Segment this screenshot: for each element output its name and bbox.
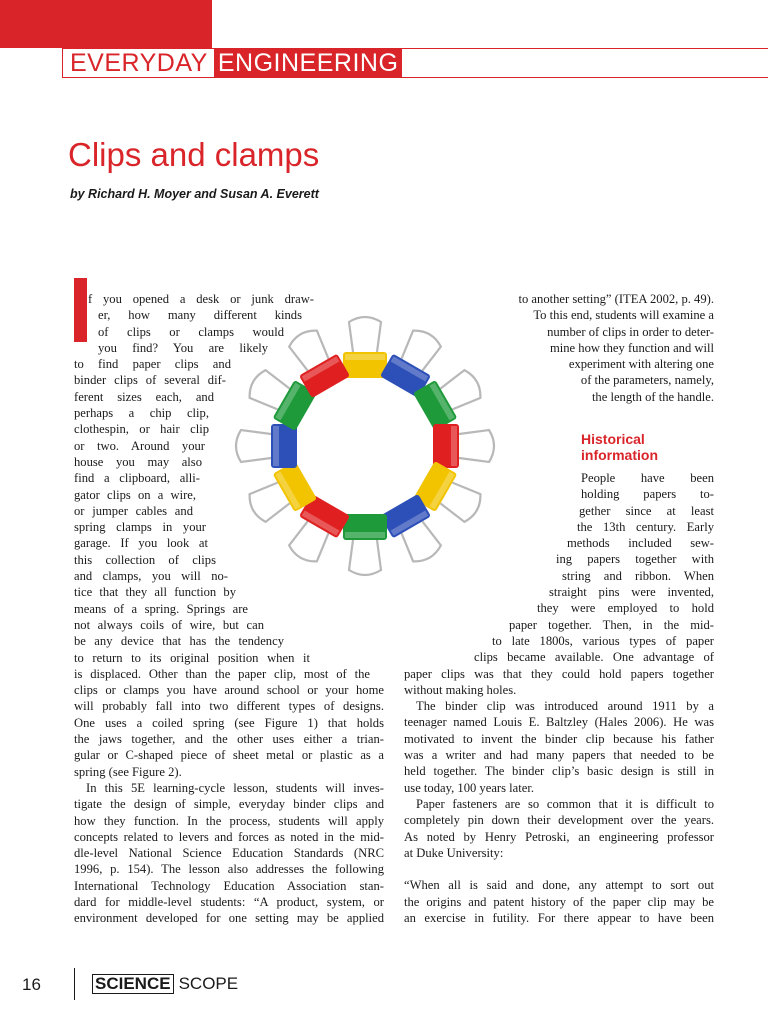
left-column-line: binder clips of several dif- [74, 373, 226, 388]
right-column-line: to late 1800s, various types of paper [492, 633, 714, 648]
right-column-line: “When all is said and done, any attempt to sort out [404, 878, 714, 893]
left-column-line: perhaps a chip clip, [74, 406, 209, 421]
right-column-top-line: number of clips in order to deter- [547, 324, 714, 339]
right-column-top-line: To this end, students will examine a [533, 308, 714, 323]
header-rule-left [62, 48, 63, 78]
left-column-line: tice that they all function by [74, 585, 236, 600]
article-title: Clips and clamps [68, 136, 320, 173]
right-column-line: teenager named Louis E. Baltzley (Hales 2006). He was [404, 715, 714, 730]
left-column-line: to return to its original position when it [74, 650, 310, 665]
left-column-line: the jaws together, and the other uses either a trian- [74, 732, 384, 747]
section-header [70, 48, 402, 78]
magazine-name-scope: SCOPE [178, 974, 239, 993]
clip-highlight [451, 426, 457, 466]
footer-rule [74, 968, 75, 1000]
left-column-line: dle-level National Science Education Standards (NRC [74, 846, 384, 861]
page-number: 16 [22, 975, 41, 994]
subhead-line: information [581, 447, 658, 463]
subhead-line: Historical [581, 431, 645, 447]
right-column-line: People have been [581, 471, 714, 485]
left-column-line: clothespin, or hair clip [74, 422, 209, 437]
left-column-line: you find? You are likely [98, 340, 268, 355]
right-column-line: gether since at least [579, 503, 714, 518]
left-column-line: find a clipboard, alli- [74, 471, 200, 486]
left-column-line: how they function. In the process, students will apply [74, 813, 384, 828]
clip-handle [349, 317, 381, 352]
right-column-line: the origins and patent history of the paper clip may be [404, 894, 714, 909]
left-column-line: 1996, p. 154). The lesson also addresses the following [74, 862, 384, 877]
left-column-line: f you opened a desk or junk draw- [88, 292, 314, 306]
right-column-line: at Duke University: [404, 845, 504, 860]
right-column-top-line: to another setting” (ITEA 2002, p. 49). [518, 292, 714, 306]
right-column-line: held together. The binder clip’s basic design is still in [404, 764, 714, 779]
right-column-line: As noted by Henry Petroski, an engineering professor [404, 829, 714, 844]
right-column-line: string and ribbon. When [562, 568, 714, 583]
header-color-block [0, 0, 212, 48]
right-column-line: the 13th century. Early [577, 519, 714, 534]
right-column-line: clips became available. One advantage of [474, 650, 714, 665]
right-column-line: straight pins were invented, [549, 585, 714, 600]
left-column-line: will probably fall into two different types of designs. [74, 699, 384, 714]
right-column-line: was a writer and had many papers that needed to be [404, 748, 714, 763]
left-column-line: garage. If you look at [74, 536, 208, 551]
left-column-line: house you may also [74, 454, 202, 469]
left-column-line: not always coils of wire, but can [74, 617, 264, 632]
header-word-everyday: EVERYDAY [70, 48, 208, 77]
left-column-line: is displaced. Other than the paper clip, most of the [74, 666, 370, 681]
right-column-line: motivated to invent the binder clip because his father [404, 731, 714, 746]
left-column-line: be any device that has the tendency [74, 634, 284, 649]
clip-handle [349, 540, 381, 575]
right-column-line: holding papers to- [581, 487, 714, 502]
clip-highlight [345, 354, 385, 360]
left-column-line: means of a spring. Springs are [74, 601, 248, 616]
right-column-line: completely pin down their development over the years. [404, 813, 714, 828]
right-column-top-line: the length of the handle. [591, 389, 714, 404]
right-column-line: methods included sew- [567, 536, 714, 551]
left-column-line: clips or clamps you have around school or your home [74, 683, 384, 698]
clip-handle [459, 430, 494, 462]
magazine-name-science: SCIENCE [92, 974, 174, 994]
left-column-line: spring clamps in your [74, 520, 206, 535]
left-column-line: dard for middle-level students: “A product, system, or [74, 894, 384, 909]
right-column-line: paper together. Then, in the mid- [509, 617, 714, 632]
right-column-line: without making holes. [404, 682, 517, 697]
left-column-line: environment developed for one setting may be applied [74, 911, 384, 926]
right-column-line: The binder clip was introduced around 1911 by a [416, 699, 714, 714]
right-column-top-line: experiment with altering one [568, 357, 714, 372]
left-column-line: One uses a coiled spring (see Figure 1) that holds [74, 715, 384, 730]
right-column-top-line: of the parameters, namely, [580, 373, 714, 388]
right-column-line: ing papers together with [556, 552, 714, 567]
left-column-line: and clamps, you will no- [74, 569, 228, 584]
left-column-line: to find paper clips and [74, 357, 231, 372]
left-column-line: In this 5E learning-cycle lesson, students will inves- [86, 780, 384, 795]
binder-clips-ring-photo [230, 296, 500, 596]
subhead-historical-information [581, 431, 658, 463]
binder-clip [433, 424, 494, 468]
right-column-line: paper clips was that they could hold papers together [404, 666, 714, 681]
left-column-line: this collection of clips [74, 552, 216, 567]
left-column-line: ferent sizes each, and [74, 389, 214, 404]
header-word-engineering: ENGINEERING [214, 48, 403, 78]
left-column-line: er, how many different kinds [98, 308, 302, 323]
magazine-logo [92, 974, 238, 994]
left-column-line: gator clips on a wire, [74, 487, 196, 502]
right-column-line: an exercise in futility. For there appear to have been [404, 911, 714, 926]
right-column-line: they were employed to hold [537, 601, 714, 616]
left-column-line: or two. Around your [74, 438, 205, 453]
right-column-top-line: mine how they function and will [549, 340, 714, 355]
clip-handle [236, 430, 271, 462]
left-column-line: of clips or clamps would [98, 324, 284, 339]
binder-clip [236, 424, 297, 468]
left-column-line: spring (see Figure 2). [74, 764, 182, 779]
left-column-line: International Technology Education Association stan- [74, 878, 384, 893]
binder-clip [343, 514, 387, 575]
left-column-line: concepts related to levers and forces as noted in the mid- [74, 829, 384, 844]
clip-highlight [273, 426, 279, 466]
left-column-line: tigate the design of simple, everyday binder clips and [74, 797, 384, 812]
right-column-line [404, 861, 714, 877]
right-column-line: Paper fasteners are so common that it is difficult to [416, 796, 714, 811]
left-column-line: or jumper cables and [74, 503, 193, 518]
clip-highlight [345, 532, 385, 538]
binder-clip [343, 317, 387, 378]
article-byline: by Richard H. Moyer and Susan A. Everett [70, 187, 319, 201]
left-column-line: gular or C-shaped piece of sheet metal or plastic as a [74, 748, 384, 763]
right-column-line: use today, 100 years later. [404, 780, 534, 795]
